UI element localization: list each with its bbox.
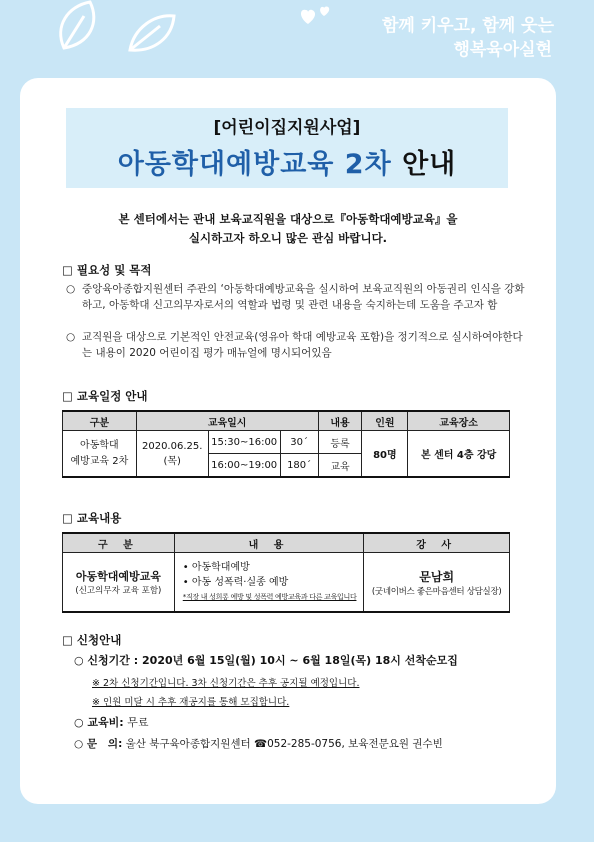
intro-text bbox=[60, 210, 516, 248]
time-cell: 16:00~19:00 bbox=[208, 454, 280, 478]
category-line2: 예방교육 2차 bbox=[70, 455, 129, 467]
category-cell bbox=[63, 553, 175, 613]
header-cell: 내 용 bbox=[174, 533, 364, 553]
section-apply-heading: □ 신청안내 bbox=[62, 633, 122, 647]
duration-cell: 30´ bbox=[280, 431, 318, 454]
apply-period bbox=[74, 652, 458, 668]
header-cell: 내용 bbox=[318, 411, 362, 431]
items-cell bbox=[174, 553, 364, 613]
page-title bbox=[66, 142, 508, 181]
table-header-row bbox=[63, 411, 510, 431]
category-line1: 아동학대 bbox=[80, 439, 119, 451]
intro-line1: 본 센터에서는 관내 보육교직원을 대상으로『아동학대예방교육』을 bbox=[118, 212, 458, 226]
header-cell: 구 분 bbox=[63, 533, 175, 553]
content-cell: 교육 bbox=[318, 454, 362, 478]
section-purpose-heading: □ 필요성 및 목적 bbox=[62, 263, 152, 277]
leaf-icon bbox=[50, 0, 180, 60]
instructor-cell bbox=[364, 553, 510, 613]
bullet-text: 교직원을 대상으로 기본적인 안전교육(영유아 학대 예방교육 포함)을 정기적으로 실시하여야한다는 내용이 2020 어린이집 평가 매뉴얼에 명시되어있음 bbox=[82, 331, 523, 359]
intro-line2: 실시하고자 하오니 많은 관심 바랍니다. bbox=[188, 231, 388, 245]
fee-label: ○ 교육비: bbox=[74, 716, 124, 729]
category-cell bbox=[63, 431, 137, 478]
bullet-mark: ○ bbox=[66, 331, 76, 343]
slogan-line1: 함께 키우고, 함께 웃는 bbox=[381, 16, 554, 36]
list-item: • 아동 성폭력·실종 예방 bbox=[182, 576, 289, 588]
apply-fee bbox=[74, 714, 148, 730]
small-note: *직장 내 성희롱 예방 및 성폭력 예방교육과 다른 교육입니다 bbox=[182, 592, 357, 601]
apply-contact bbox=[74, 736, 443, 751]
bullet-text: 중앙육아종합지원센터 주관의 ‘아동학대예방교육을 실시하여 보육교직원의 아동권리 인식을 강화하고, 아동학대 신고의무자로서의 역할과 법령 및 관련 내용을 숙지하는데 도움을 주고자 함 bbox=[82, 283, 525, 311]
section-schedule-heading: □ 교육일정 안내 bbox=[62, 389, 148, 403]
heart-icon bbox=[296, 4, 336, 28]
fee-value: 무료 bbox=[127, 716, 149, 729]
table-header-row bbox=[63, 533, 510, 553]
header-cell: 강 사 bbox=[364, 533, 510, 553]
table-row bbox=[63, 553, 510, 613]
content-cell: 등록 bbox=[318, 431, 362, 454]
bullet-mark: ○ bbox=[66, 283, 76, 295]
instructor-org: (굿네이버스 좋은마음센터 상담실장) bbox=[371, 586, 502, 597]
category-title: 아동학대예방교육 bbox=[75, 570, 161, 583]
duration-cell: 180´ bbox=[280, 454, 318, 478]
period-value: : 2020년 6월 15일(월) 10시 ~ 6월 18일(목) 18시 선착순모집 bbox=[133, 654, 458, 667]
time-cell: 15:30~16:00 bbox=[208, 431, 280, 454]
date-cell: 2020.06.25.(목) bbox=[136, 431, 208, 478]
period-label: ○ 신청기간 bbox=[74, 654, 130, 667]
header-cell: 구분 bbox=[63, 411, 137, 431]
contents-table bbox=[62, 532, 510, 613]
header-cell: 인원 bbox=[362, 411, 408, 431]
schedule-table bbox=[62, 410, 510, 478]
purpose-bullet-2 bbox=[66, 330, 526, 361]
header-cell: 교육장소 bbox=[408, 411, 510, 431]
title-main-dark: 안내 bbox=[402, 149, 457, 180]
instructor-name: 문남희 bbox=[419, 569, 455, 584]
purpose-bullet-1 bbox=[66, 282, 526, 313]
table-row bbox=[63, 431, 510, 454]
title-subtitle: [어린이집지원사업] bbox=[213, 118, 361, 138]
slogan bbox=[382, 14, 554, 62]
header-cell: 교육일시 bbox=[136, 411, 318, 431]
apply-note1: ※ 2차 신청기간입니다. 3차 신청기간은 추후 공지될 예정입니다. bbox=[92, 678, 360, 689]
title-main-colored: 아동학대예방교육 2차 bbox=[117, 149, 392, 180]
apply-note2: ※ 인원 미달 시 추후 재공지를 통해 모집합니다. bbox=[92, 697, 290, 708]
contact-label: ○ 문 의: bbox=[74, 738, 123, 750]
people-cell: 80명 bbox=[362, 431, 408, 478]
section-contents-heading: □ 교육내용 bbox=[62, 511, 122, 525]
contact-value: 울산 북구육아종합지원센터 ☎052-285-0756, 보육전문요원 권수빈 bbox=[125, 738, 443, 750]
slogan-line2: 행복육아실현 bbox=[453, 40, 552, 60]
list-item: • 아동학대예방 bbox=[182, 561, 250, 573]
place-cell: 본 센터 4층 강당 bbox=[408, 431, 510, 478]
category-note: (신고의무자 교육 포함) bbox=[75, 586, 162, 596]
